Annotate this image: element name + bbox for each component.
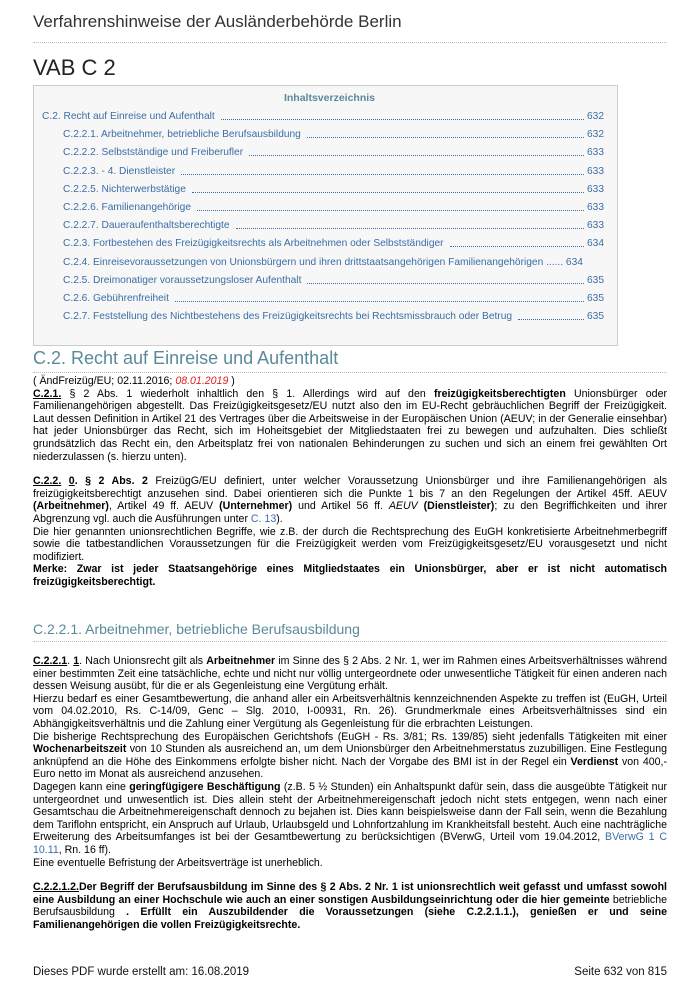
toc-entry-label: C.2.2.6. Familienangehörige	[63, 201, 191, 213]
text: Unionsbürger oder Familienangehörigen abgestellt. Das Freizügigkeitsgesetz/EU nutzt also den im EU-Recht gebräuchlichen Begriff der Freizügigkeit. Laut dessen Definition in Artikel 21 des Vertrages über die Arbeitsweise in der Europäischen Union (AEUV; in der Generalie einsehbar) hat jeder Unionsbürger das Recht, sich im Hoheitsgebiet der Mitgliedstaaten frei zu bewegen und aufzuhalten. Dies schließt grundsätzlich das Recht ein, den Arbeitsplatz frei von nationalen Behinderungen zu suchen und sich an einem frei gewählten Ort niederzulassen (s. hierzu unten).	[33, 387, 667, 463]
toc-dot-leader	[307, 283, 584, 284]
paragraph-number: C.2.2.	[33, 475, 62, 488]
toc-entry-page: 633	[587, 183, 604, 195]
toc-entry-c24[interactable]	[42, 256, 604, 269]
text: betriebliche Berufsausbildung	[33, 893, 667, 919]
toc-entry-c221[interactable]	[42, 128, 604, 141]
paragraph-number: C.2.1.	[33, 387, 62, 400]
text-bold: geringfügigere Beschäftigung	[129, 780, 281, 793]
toc-entry-label: C.2.3. Fortbestehen des Freizügigkeitsrechts als Arbeitnehmen oder Selbstständiger	[63, 238, 444, 250]
paragraph-subnumber: 0	[68, 475, 75, 488]
toc-entry-page: 633	[587, 165, 604, 177]
text: ).	[276, 512, 283, 525]
toc-dot-leader	[307, 137, 584, 138]
table-of-contents	[33, 85, 618, 346]
footer-created: Dieses PDF wurde erstellt am: 16.08.2019	[33, 966, 250, 978]
toc-dot-leader	[192, 192, 584, 193]
paragraph-merke: Merke: Zwar ist jeder Staatsangehörige eines Mitgliedstaates ein Unionsbürger, aber er ist nicht automatisch freizügigkeitsberechtigt.	[33, 563, 667, 588]
toc-dot-leader: ......	[546, 256, 564, 268]
text: von 10 Stunden als ausreichend an, um dem Unionsbürger den Arbeitnehmerstatus zuzubilligen. Eine Festlegung anknüpfend an die Höhe des Einkommens erfolgte bisher nicht. Nach der Vorgabe des BMI ist in der Regel ein	[33, 743, 667, 768]
toc-entry-page: 634	[565, 256, 583, 268]
link-c13[interactable]: C. 13	[250, 512, 277, 525]
text-italic: AEUV	[388, 500, 418, 513]
toc-entry-c27[interactable]	[42, 310, 604, 323]
toc-entry-c222[interactable]	[42, 146, 604, 159]
section-heading: C.2. Recht auf Einreise und Aufenthalt	[33, 348, 667, 373]
toc-dot-leader	[518, 319, 584, 320]
subsection-heading: C.2.2.1. Arbeitnehmer, betriebliche Berufsausbildung	[33, 621, 667, 642]
paragraph-befristung: Eine eventuelle Befristung der Arbeitsverträge ist unerheblich.	[33, 856, 323, 869]
toc-entry-page: 633	[587, 201, 604, 213]
toc-entry-c227[interactable]	[42, 219, 604, 232]
text: § 2 Abs. 1 wiederholt inhaltlich den § 1. Allerdings wird auf den	[61, 387, 434, 400]
text-bold: Verdienst	[570, 755, 619, 768]
toc-entry-c225[interactable]	[42, 183, 604, 196]
toc-dot-leader	[197, 210, 584, 211]
toc-entry-c25[interactable]	[42, 274, 604, 287]
toc-entry-label: C.2.6. Gebührenfreiheit	[63, 292, 169, 304]
paragraph-geringfuegig	[33, 781, 667, 857]
text: von 400,- Euro netto im Monat als ausreichend anzusehen.	[33, 755, 667, 781]
text: ; zu den Begriffichkeiten und ihrer Abgrenzung vgl. auch die Ausführungen unter	[33, 500, 667, 525]
toc-entry-page: 635	[587, 292, 604, 304]
paragraph-c2211: C.2.2.1. 1. Nach Unionsrecht gilt als Arbeitnehmer im Sinne des § 2 Abs. 2 Nr. 1, wer im Rahmen eines Arbeitsverhältnisses während einer bestimmten Zeit eine tatsächliche, echte und nicht nur völlig untergeordnete oder unwesentliche Tätigkeit für einen anderen nach dessen Weisung ausübt, für die er als Gegenleistung eine Vergütung erhält.	[33, 655, 667, 693]
toc-entry-page: 635	[587, 274, 604, 286]
text: (z.B. 5 ½ Stunden) ein Anhaltspunkt dafür sein, dass die ausgeübte Tätigkeit nur untergeordnet und unwesentlich ist. Dies allein steht der Arbeitnehmereigenschaft jedoch nicht stets entgegen, wenn nach einer Gesamtschau die Arbeitnehmereigenschaft dennoch zu bejahen ist. Dies kann beispielsweise dann der Fall sein, wenn die Bezahlung dem Tariflohn entspricht, ein Anspruch auf Urlaub, Urlaubsgeld und Lohnfortzahlung im Krankheitsfall besteht. Auch eine nachträgliche Erweiterung des Arbeitsumfanges ist bei der Gesamtbewertung zu berücksichtigen (BVerwG, Urteil vom 19.04.2012,	[33, 780, 667, 844]
text-bold: . Erfüllt ein Auszubildender die Voraussetzungen (siehe C.2.2.1.1.), genießen er und seine Familienangehörigen die vollen Freizügigkeitsrechte.	[33, 906, 668, 931]
toc-entry-label: C.2.2.5. Nichterwerbstätige	[63, 183, 186, 195]
toc-entry-page: 632	[587, 111, 604, 122]
toc-entry-c226[interactable]	[42, 201, 604, 214]
text-bold: (Dienstleister)	[423, 500, 495, 513]
text: Nach Unionsrecht gilt als	[82, 655, 207, 667]
text: FreizügG/EU definiert, unter welcher Voraussetzung Unionsbürger und ihre Familienangehörigen als freizügigkeitsberechtigt anzusehen sind. Dabei orientieren sich die Punkte 1 bis 7 an den Regelungen der Artikel 45ff. AEUV	[33, 475, 668, 500]
toc-entry-label: C.2.7. Feststellung des Nichtbestehens des Freizügigkeitsrechts bei Rechtsmissbrauch oder Betrug	[63, 311, 513, 323]
section-body	[33, 375, 667, 589]
toc-dot-leader	[249, 155, 584, 156]
paragraph-c22112	[33, 881, 667, 931]
paragraph-number: C.2.2.1.2.	[33, 881, 79, 894]
meta-prefix: ( ÄndFreizüg/EU; 02.11.2016;	[33, 375, 176, 387]
paragraph-definitions: Die hier genannten unionsrechtlichen Begriffe, wie z.B. der durch die Rechtsprechung des EuGH konkretisierte Arbeitnehmerbegriff sowie die tatbestandlichen Voraussetzungen für die Freizügigkeit werden vom Freizügigkeitsgesetz/EU vorausgesetzt und nicht modifiziert.	[33, 525, 667, 563]
paragraph-subnumber: 1	[73, 655, 80, 667]
text: Dagegen kann eine	[33, 780, 130, 793]
text: und Artikel 56 ff.	[292, 500, 389, 513]
toc-dot-leader	[181, 174, 584, 175]
toc-entry-c23[interactable]	[42, 237, 604, 250]
toc-entry-label: C.2.2.2. Selbstständige und Freiberufler	[63, 147, 244, 159]
toc-entry-c26[interactable]	[42, 292, 604, 305]
toc-entry-page: 633	[587, 220, 604, 232]
paragraph-rechtsprechung	[33, 731, 667, 781]
toc-entry-label: C.2. Recht auf Einreise und Aufenthalt	[42, 111, 215, 122]
toc-entry-page: 634	[587, 238, 604, 250]
toc-title: Inhaltsverzeichnis	[283, 92, 376, 104]
subsection-body	[33, 655, 667, 931]
text-bold: (Arbeitnehmer)	[33, 500, 109, 513]
text-bold: freizügigkeitsberechtigten	[433, 387, 566, 400]
text-bold: § 2 Abs. 2	[77, 475, 148, 488]
document-title: VAB C 2	[33, 55, 116, 80]
toc-entry-c2[interactable]	[42, 110, 604, 123]
meta-suffix: )	[228, 375, 235, 387]
change-meta	[33, 375, 667, 388]
paragraph-c22: C.2.2. 0. § 2 Abs. 2 FreizügG/EU definiert, unter welcher Voraussetzung Unionsbürger und ihre Familienangehörigen als freizügigkeitsberechtigt anzusehen sind. Dabei orientieren sich die Punkte 1 bis 7 an den Regelungen der Artikel 45ff. AEUV (Arbeitnehmer), Artikel 49 ff. AEUV (Unternehmer) und Artikel 56 ff. AEUV (Dienstleister); zu den Begriffichkeiten und ihrer Abgrenzung vgl. auch die Ausführungen unter C. 13).	[33, 475, 668, 525]
text: , Rn. 16 ff).	[58, 843, 111, 856]
paragraph-gesamtbewertung: Hierzu bedarf es einer Gesamtbewertung, die anhand aller ein Arbeitsverhältnis kennzeichnenden Aspekte zu treffen ist (EuGH, Urteil vom 04.02.2010, Rs. C-14/09, Genc – Slg. 2010, I-00931, Rn. 26). Grundmerkmale eines Arbeitsverhältnisses sind ein Abhängigkeitsverhältnis und die Zahlung einer Vergütung als Gegenleistung für die erbrachten Leistungen.	[33, 692, 667, 730]
toc-entry-label: C.2.2.3. - 4. Dienstleister	[63, 165, 176, 177]
toc-dot-leader	[450, 246, 584, 247]
toc-entry-label: C.2.2.7. Daueraufenthaltsberechtigte	[63, 220, 230, 232]
toc-entry-label: C.2.2.1. Arbeitnehmer, betriebliche Berufsausbildung	[63, 129, 301, 141]
paragraph-c21	[33, 388, 667, 464]
footer-page-number: Seite 632 von 815	[574, 966, 667, 978]
site-header: Verfahrenshinweise der Ausländerbehörde Berlin	[33, 12, 667, 43]
toc-entry-c223[interactable]	[42, 165, 604, 178]
toc-entry-page: 632	[587, 129, 604, 141]
text-bold: Arbeitnehmer	[206, 655, 276, 667]
text: Die bisherige Rechtsprechung des Europäischen Gerichtshofs (EuGH - Rs. 3/81; Rs. 139/85) sieht jedenfalls Tätigkeiten mit einer	[33, 730, 667, 743]
toc-entry-page: 633	[587, 147, 604, 159]
toc-entry-page: 635	[587, 311, 604, 323]
text: im Sinne des § 2 Abs. 2 Nr. 1, wer im Rahmen eines Arbeitsverhältnisses während einer bestimmten Zeit eine tatsächliche, echte und nicht nur völlig untergeordnete oder unwesentliche Tätigkeit für einen anderen nach dessen Weisung ausübt, für die er als Gegenleistung eine Vergütung erhält.	[33, 655, 667, 693]
paragraph-number: C.2.2.1	[33, 655, 68, 667]
toc-dot-leader	[221, 119, 584, 120]
toc-dot-leader	[175, 301, 584, 302]
text-bold: Wochenarbeitszeit	[33, 743, 127, 756]
meta-date: 08.01.2019	[175, 375, 229, 387]
text-bold: (Unternehmer)	[219, 500, 293, 513]
toc-dot-leader	[236, 228, 584, 229]
toc-entry-label: C.2.4. Einreisevoraussetzungen von Unionsbürgern und ihren drittstaatsangehörigen Familienangehörigen	[63, 256, 544, 268]
text-bold: Der Begriff der Berufsausbildung im Sinne des § 2 Abs. 2 Nr. 1 ist unionsrechtlich weit gefasst und umfasst sowohl eine Ausbildung an einer Hochschule wie auch an einer sonstigen Ausbildungseinrichtung oder die hier gemeinte	[33, 881, 667, 906]
link-bverwg[interactable]: BVerwG 1 C 10.11	[33, 831, 667, 856]
text: , Artikel 49 ff. AEUV	[108, 500, 220, 513]
page-footer	[33, 966, 667, 978]
toc-entry-label: C.2.5. Dreimonatiger voraussetzungsloser Aufenthalt	[63, 274, 302, 286]
